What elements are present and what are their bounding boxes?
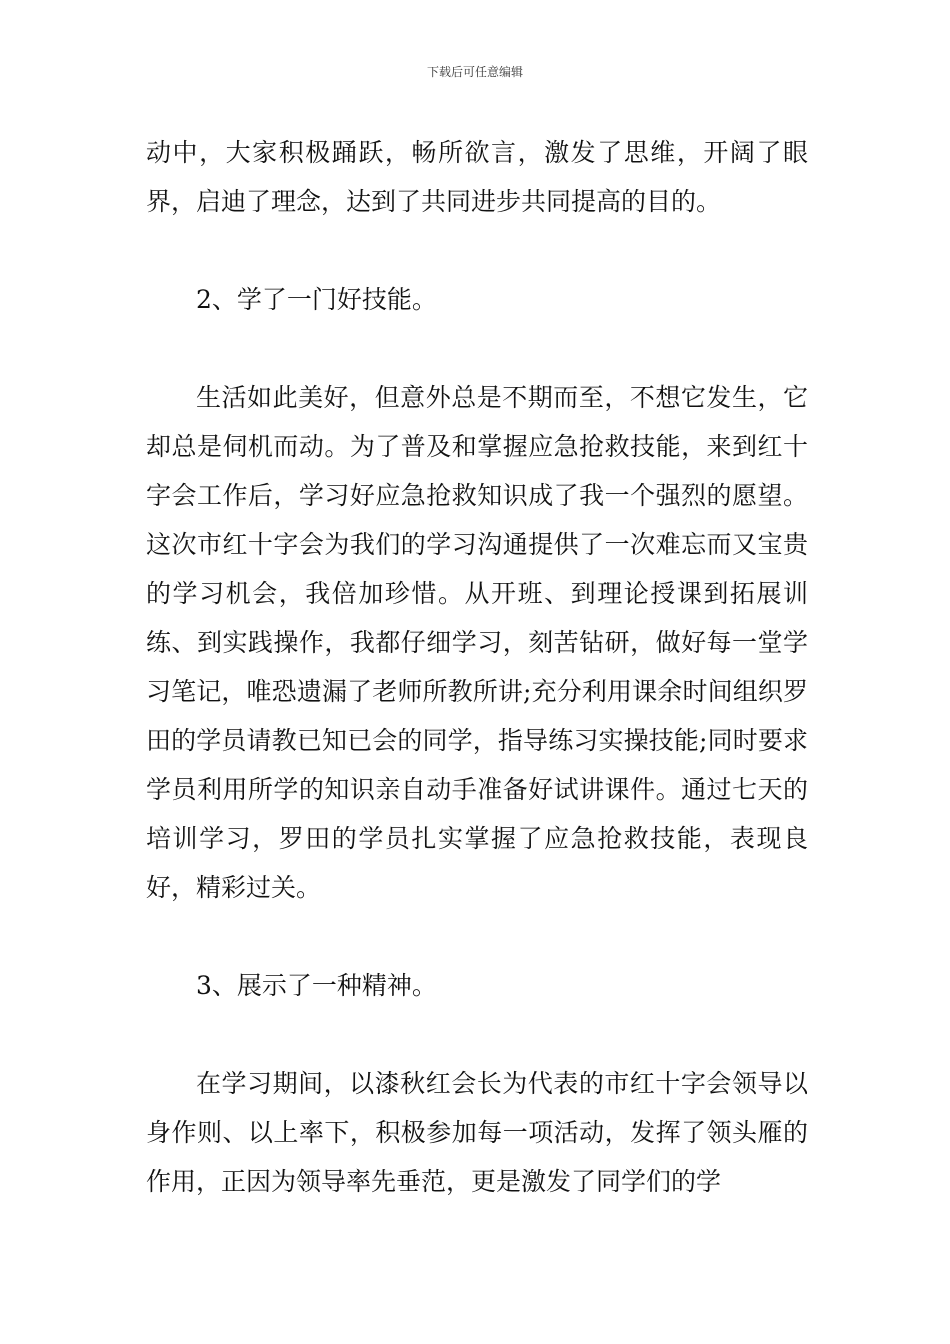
section-heading: 3、展示了一种精神。: [196, 971, 437, 1000]
page-header: 下载后可任意编辑: [426, 65, 523, 79]
section-heading: 2、学了一门好技能。: [196, 285, 437, 314]
document-body: [146, 128, 808, 1255]
paragraph: 生活如此美好，但意外总是不期而至，不想它发生，它却总是伺机而动。为了普及和掌握应急抢救技能，来到红十字会工作后，学习好应急抢救知识成了我一个强烈的愿望。这次市红十字会为我们的学习沟通提供了一次难忘而又宝贵的学习机会，我倍加珍惜。从开班、到理论授课到拓展训练、到实践操作，我都仔细学习，刻苦钻研，做好每一堂学习笔记，唯恐遗漏了老师所教所讲;充分利用课余时间组织罗田的学员请教已知已会的同学，指导练习实操技能;同时要求学员利用所学的知识亲自动手准备好试讲课件。通过七天的培训学习，罗田的学员扎实掌握了应急抢救技能，表现良好，精彩过关。: [146, 383, 808, 902]
paragraph: 动中，大家积极踊跃，畅所欲言，激发了思维，开阔了眼界，启迪了理念，达到了共同进步共同提高的目的。: [146, 138, 808, 216]
paragraph: 在学习期间，以漆秋红会长为代表的市红十字会领导以身作则、以上率下，积极参加每一项活动，发挥了领头雁的作用，正因为领导率先垂范，更是激发了同学们的学: [146, 1069, 808, 1196]
